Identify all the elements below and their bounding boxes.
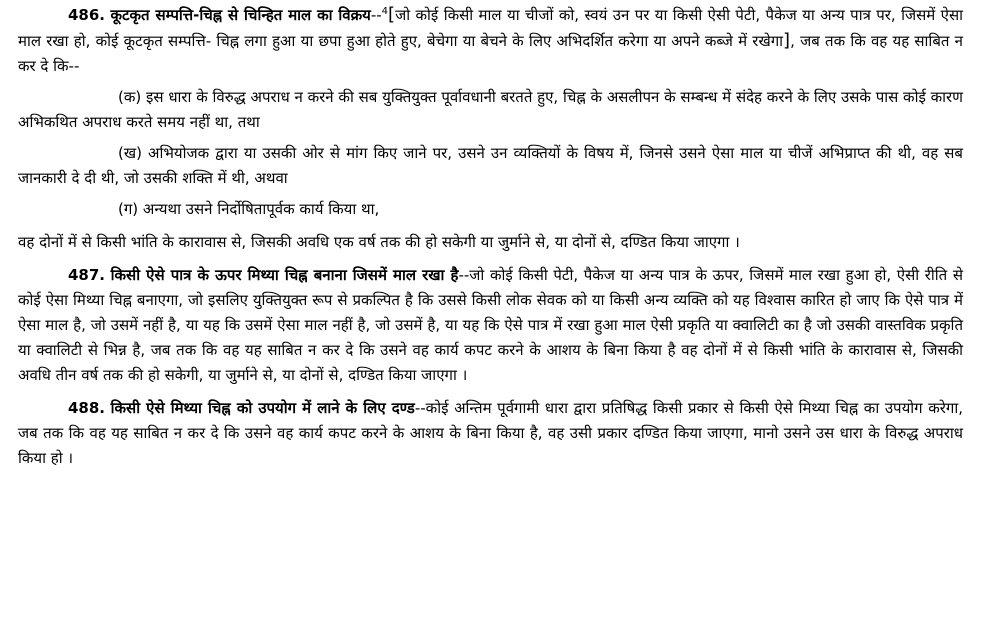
section-487 — [18, 263, 963, 388]
clause-b: (ख) अभियोजक द्वारा या उसकी ओर से मांग किए जाने पर, उसने उन व्यक्तियों के विषय में, जिनसे उसने ऐसा माल या चीजें अभिप्राप्त की थी, वह सब जानकारी दे दी थी, जो उसकी शक्ति में थी, अथवा — [18, 144, 963, 187]
section-487-number: 487. — [68, 266, 106, 284]
section-486-punishment: वह दोनों में से किसी भांति के कारावास से, जिसकी अवधि एक वर्ष तक की हो सकेगी या जुर्माने से, या दोनों से, दण्डित किया जाएगा । — [18, 233, 740, 251]
section-488-body: कोई अन्तिम पूर्वगामी धारा द्वारा प्रतिषिद्ध किसी प्रकार से किसी ऐसे मिथ्या चिह्न का उपयोग करेगा, जब तक कि वह यह साबित न कर दे कि उसने वह कार्य कपट करने के आशय के बिना किया है, वह उसी प्रकार दण्डित किया जाएगा, मानो उसने उस धारा के विरुद्ध अपराध किया हो । — [18, 399, 963, 467]
section-486 — [18, 2, 963, 79]
close-bracket: ] — [783, 30, 791, 51]
section-488-heading: किसी ऐसे मिथ्या चिह्न को उपयोग में लाने के लिए दण्ड — [110, 399, 415, 417]
footnote-marker: 4 — [381, 6, 389, 17]
clause-a: (क) इस धारा के विरुद्ध अपराध न करने की सब युक्तियुक्त पूर्वावधानी बरतते हुए, चिह्न के असलीपन के सम्बन्ध में संदेह करने के लिए उसके पास कोई कारण अभिकथित अपराध करते समय नहीं था, तथा — [18, 88, 963, 131]
section-486-body-1: जो कोई किसी माल या चीजों को, स्वयं उन पर या किसी ऐसी पेटी, पैकेज या अन्य पात्र पर, जिसमें ऐसा माल रखा हो, कोई कूटकृत सम्पत्ति- चिह्न लगा हुआ या छपा हुआ होते हुए, बेचेगा या बेचने के लिए अभिदर्शित करेगा या अपने कब्जे में रखेगा — [18, 6, 963, 50]
section-486-number: 486. — [68, 6, 106, 24]
clause-c: (ग) अन्यथा उसने निर्दोषितापूर्वक कार्य किया था, — [118, 200, 380, 218]
section-487-heading: किसी ऐसे पात्र के ऊपर मिथ्या चिह्न बनाना जिसमें माल रखा है — [110, 266, 459, 284]
section-486-heading: कूटकृत सम्पत्ति-चिह्न से चिन्हित माल का विक्रय — [110, 6, 371, 24]
section-488 — [18, 396, 963, 471]
section-486-dash: -- — [370, 6, 382, 24]
section-488-dash: -- — [414, 399, 426, 417]
section-486-body-2: , जब तक कि वह यह साबित न कर दे कि-- — [18, 32, 963, 75]
section-487-dash: -- — [458, 266, 470, 284]
section-487-body: जो कोई किसी पेटी, पैकेज या अन्य पात्र के ऊपर, जिसमें माल रखा हुआ हो, ऐसी रीति से कोई ऐसा मिथ्या चिह्न बनाएगा, जो इसलिए युक्तियुक्त रूप से प्रकल्पित है कि उससे किसी लोक सेवक को या किसी अन्य व्यक्ति को यह विश्वास कारित हो जाए कि ऐसे पात्र में ऐसा माल है, जो उसमें नहीं है, या यह कि उसमें ऐसा माल नहीं है, जो उसमें है, या यह कि ऐसे पात्र में रखा हुआ माल ऐसी प्रकृति या क्वालिटी का है जो उसकी वास्तविक प्रकृति या क्वालिटी से भिन्न है, जब तक कि वह यह साबित न कर दे कि उसने वह कार्य कपट करने के आशय के बिना किया है वह दोनों में से किसी भांति के कारावास से, जिसकी अवधि तीन वर्ष तक की हो सकेगी, या जुर्माने से, या दोनों से, दण्डित किया जाएगा । — [18, 266, 963, 384]
open-bracket: [ — [388, 4, 396, 25]
section-488-number: 488. — [68, 399, 106, 417]
